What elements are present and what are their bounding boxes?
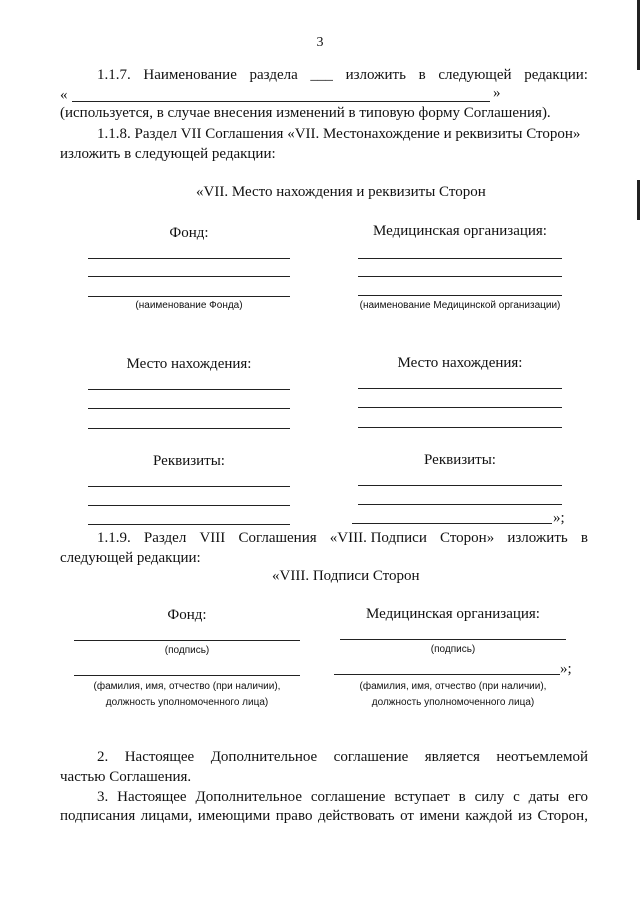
fio-caption-left-1: (фамилия, имя, отчество (при наличии), (93, 681, 281, 692)
close-quote: » (493, 85, 501, 101)
requisites-label-right: Реквизиты: (424, 452, 496, 468)
blank-line (88, 524, 290, 525)
blank-line (358, 258, 562, 259)
org-name-caption: (наименование Медицинской организации) (359, 300, 561, 311)
paragraph-118-line1: 1.1.8. Раздел VII Соглашения «VII. Местонахождение и реквизиты Сторон» (97, 126, 581, 142)
blank-line (88, 408, 290, 409)
blank-line (88, 428, 290, 429)
location-label-left: Место нахождения: (126, 356, 252, 372)
blank-line (358, 485, 562, 486)
blank-line (88, 296, 290, 297)
paragraph-117-line1: 1.1.7. Наименование раздела ___ изложить в следующей редакции: (97, 67, 588, 83)
fund-label-signatures: Фонд: (167, 607, 207, 623)
page-number: 3 (316, 35, 324, 50)
signature-line-fund (74, 640, 300, 641)
blank-line (88, 486, 290, 487)
location-label-right: Место нахождения: (397, 355, 523, 371)
fio-caption-right-1: (фамилия, имя, отчество (при наличии), (359, 681, 547, 692)
blank-line (88, 276, 290, 277)
paragraph-3-line2: подписания лицами, имеющими право действовать от имени каждой из Сторон, (60, 808, 588, 824)
paragraph-118-line2: изложить в следующей редакции: (60, 146, 276, 162)
blank-line (358, 388, 562, 389)
section-8-closing: »; (560, 661, 572, 677)
requisites-label-left: Реквизиты: (153, 453, 225, 469)
paragraph-2-line1: 2. Настоящее Дополнительное соглашение является неотъемлемой (97, 749, 588, 765)
paragraph-119-line1: 1.1.9. Раздел VIII Соглашения «VIII. Подписи Сторон» изложить в (97, 530, 588, 546)
paragraph-119-line2: следующей редакции: (60, 550, 201, 566)
section-7-title: «VII. Место нахождения и реквизиты Сторон (196, 184, 486, 200)
signature-line-org (340, 639, 566, 640)
section-7-closing: »; (553, 510, 565, 526)
blank-line (88, 258, 290, 259)
signature-caption-left: (подпись) (164, 645, 210, 656)
fund-name-caption: (наименование Фонда) (135, 300, 243, 311)
org-label: Медицинская организация: (373, 223, 547, 239)
fio-caption-right-2: должность уполномоченного лица) (371, 697, 535, 708)
paragraph-117-note: (используется, в случае внесения изменений в типовую форму Соглашения). (60, 105, 551, 121)
blank-line (88, 505, 290, 506)
blank-line (358, 504, 562, 505)
blank-line (352, 523, 552, 524)
name-line-org (334, 674, 560, 675)
blank-line (72, 101, 490, 102)
fund-label: Фонд: (169, 225, 209, 241)
org-label-signatures: Медицинская организация: (366, 606, 540, 622)
signature-caption-right: (подпись) (430, 644, 476, 655)
blank-line (88, 389, 290, 390)
name-line-fund (74, 675, 300, 676)
blank-line (358, 427, 562, 428)
fio-caption-left-2: должность уполномоченного лица) (105, 697, 269, 708)
section-8-title: «VIII. Подписи Сторон (272, 568, 420, 584)
blank-line (358, 295, 562, 296)
blank-line (358, 276, 562, 277)
paragraph-2-line2: частью Соглашения. (60, 769, 192, 785)
open-quote: « (60, 87, 68, 103)
paragraph-3-line1: 3. Настоящее Дополнительное соглашение вступает в силу с даты его (97, 789, 588, 805)
blank-line (358, 407, 562, 408)
